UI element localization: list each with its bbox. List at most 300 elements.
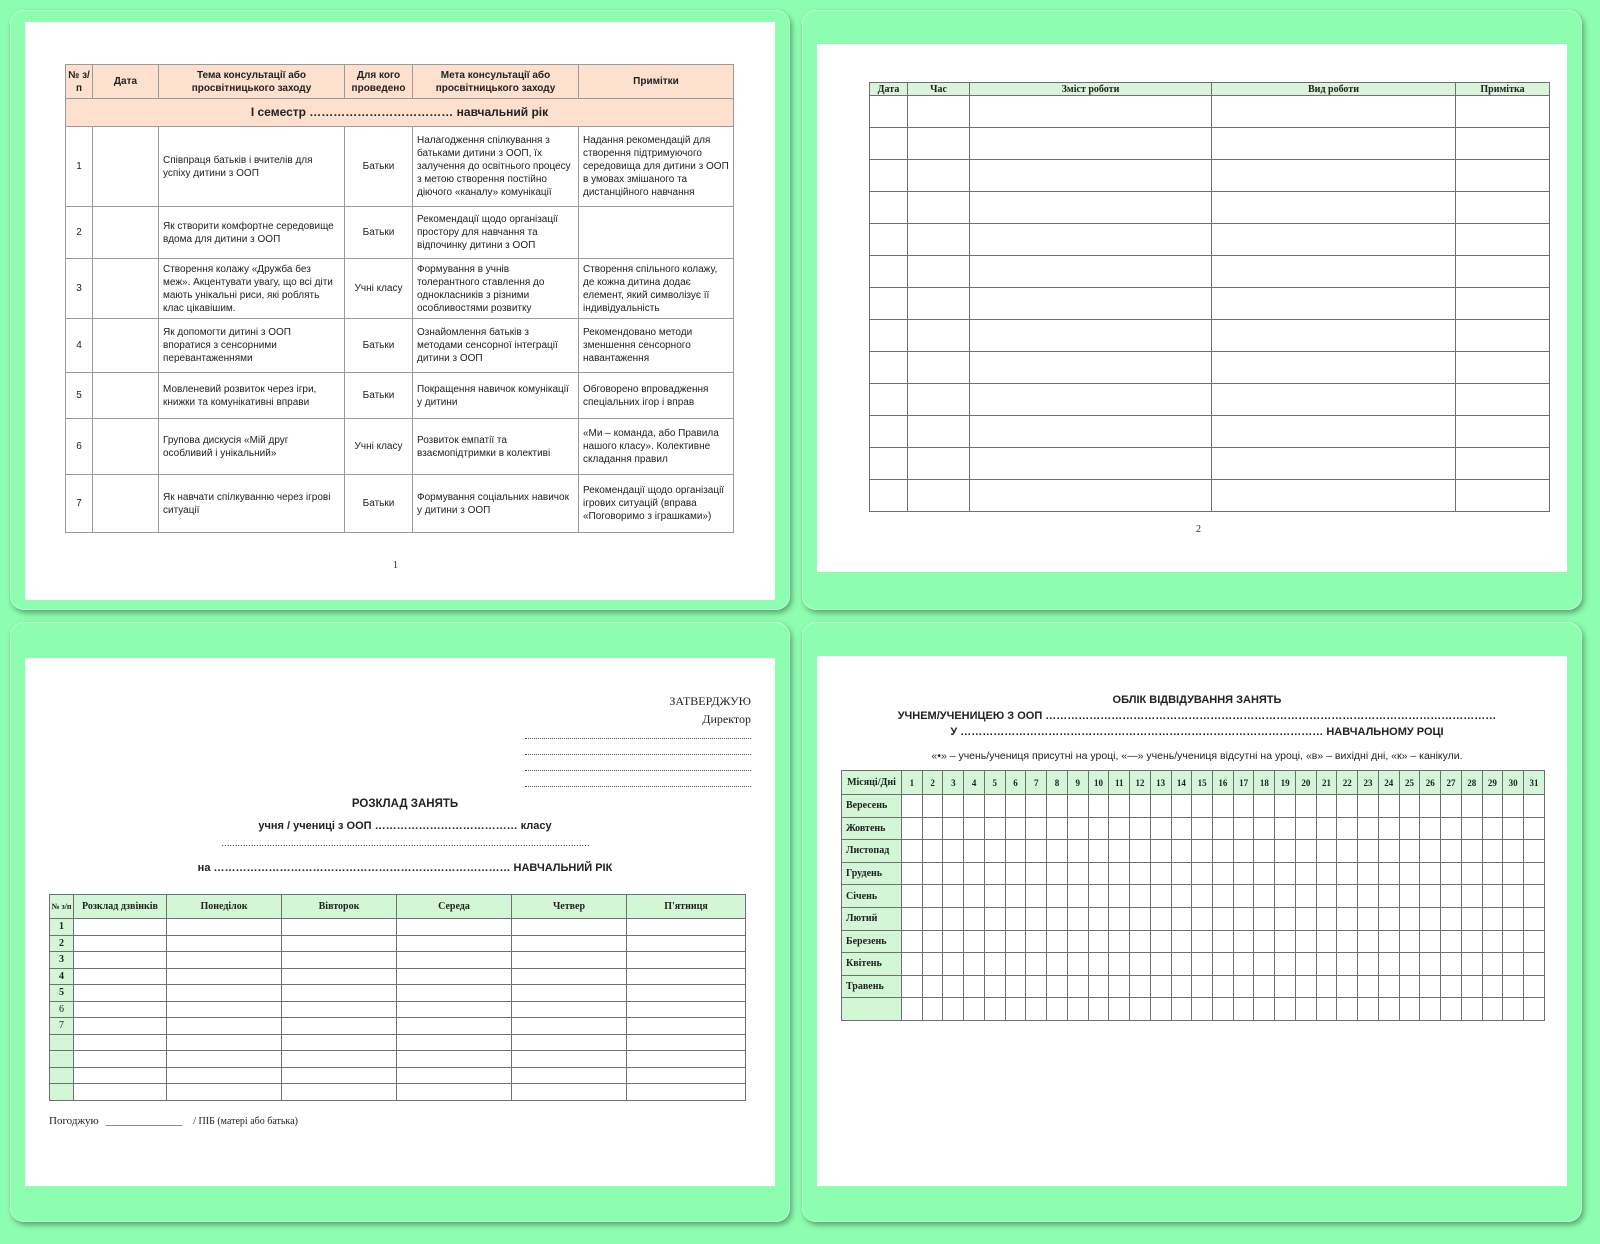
attendance-cell[interactable]	[1378, 885, 1399, 908]
work-log-cell[interactable]	[1212, 256, 1456, 288]
attendance-cell[interactable]	[1005, 840, 1026, 863]
attendance-cell[interactable]	[1358, 998, 1379, 1021]
attendance-cell[interactable]	[1150, 953, 1171, 976]
attendance-cell[interactable]	[1254, 840, 1275, 863]
attendance-cell[interactable]	[1503, 885, 1524, 908]
work-log-cell[interactable]	[1456, 192, 1550, 224]
attendance-cell[interactable]	[984, 953, 1005, 976]
schedule-cell[interactable]	[74, 1018, 167, 1035]
attendance-cell[interactable]	[1005, 907, 1026, 930]
attendance-cell[interactable]	[1399, 930, 1420, 953]
attendance-cell[interactable]	[1213, 862, 1234, 885]
schedule-cell[interactable]	[282, 1067, 397, 1084]
attendance-cell[interactable]	[1088, 907, 1109, 930]
attendance-cell[interactable]	[1109, 817, 1130, 840]
attendance-cell[interactable]	[1171, 885, 1192, 908]
attendance-cell[interactable]	[1378, 907, 1399, 930]
attendance-cell[interactable]	[1420, 953, 1441, 976]
attendance-cell[interactable]	[1295, 907, 1316, 930]
work-log-cell[interactable]	[870, 256, 908, 288]
work-log-cell[interactable]	[870, 128, 908, 160]
attendance-cell[interactable]	[1067, 975, 1088, 998]
attendance-cell[interactable]	[1337, 907, 1358, 930]
schedule-cell[interactable]	[282, 952, 397, 969]
work-log-cell[interactable]	[870, 192, 908, 224]
attendance-cell[interactable]	[1275, 840, 1296, 863]
attendance-cell[interactable]	[1461, 998, 1482, 1021]
attendance-cell[interactable]	[1295, 840, 1316, 863]
attendance-cell[interactable]	[1088, 862, 1109, 885]
attendance-cell[interactable]	[1254, 930, 1275, 953]
attendance-cell[interactable]	[964, 862, 985, 885]
work-log-cell[interactable]	[908, 320, 970, 352]
attendance-cell[interactable]	[1067, 907, 1088, 930]
attendance-cell[interactable]	[902, 907, 923, 930]
attendance-cell[interactable]	[1150, 907, 1171, 930]
schedule-cell[interactable]	[282, 1001, 397, 1018]
attendance-cell[interactable]	[943, 930, 964, 953]
attendance-cell[interactable]	[1295, 862, 1316, 885]
attendance-cell[interactable]	[1150, 975, 1171, 998]
schedule-cell[interactable]	[397, 952, 512, 969]
attendance-cell[interactable]	[1005, 975, 1026, 998]
attendance-cell[interactable]	[1337, 817, 1358, 840]
work-log-cell[interactable]	[908, 128, 970, 160]
attendance-cell[interactable]	[1233, 885, 1254, 908]
schedule-cell[interactable]	[167, 1067, 282, 1084]
attendance-cell[interactable]	[1233, 998, 1254, 1021]
attendance-cell[interactable]	[984, 998, 1005, 1021]
attendance-cell[interactable]	[1130, 862, 1151, 885]
attendance-cell[interactable]	[1067, 817, 1088, 840]
work-log-cell[interactable]	[970, 448, 1212, 480]
schedule-cell[interactable]	[282, 935, 397, 952]
attendance-cell[interactable]	[902, 862, 923, 885]
attendance-cell[interactable]	[1047, 907, 1068, 930]
work-log-cell[interactable]	[1456, 480, 1550, 512]
schedule-cell[interactable]	[167, 952, 282, 969]
attendance-cell[interactable]	[1358, 953, 1379, 976]
attendance-cell[interactable]	[1503, 795, 1524, 818]
attendance-cell[interactable]	[1047, 817, 1068, 840]
attendance-cell[interactable]	[922, 862, 943, 885]
attendance-cell[interactable]	[1316, 975, 1337, 998]
attendance-cell[interactable]	[1026, 953, 1047, 976]
schedule-cell[interactable]	[512, 952, 627, 969]
attendance-cell[interactable]	[1399, 907, 1420, 930]
attendance-cell[interactable]	[1503, 907, 1524, 930]
attendance-cell[interactable]	[1461, 817, 1482, 840]
attendance-cell[interactable]	[1047, 930, 1068, 953]
attendance-cell[interactable]	[902, 953, 923, 976]
attendance-cell[interactable]	[922, 930, 943, 953]
attendance-cell[interactable]	[1213, 953, 1234, 976]
schedule-cell[interactable]	[627, 935, 746, 952]
attendance-cell[interactable]	[1026, 840, 1047, 863]
attendance-cell[interactable]	[1254, 907, 1275, 930]
attendance-cell[interactable]	[1005, 885, 1026, 908]
attendance-cell[interactable]	[1213, 998, 1234, 1021]
work-log-cell[interactable]	[970, 288, 1212, 320]
attendance-cell[interactable]	[1420, 998, 1441, 1021]
attendance-cell[interactable]	[1337, 862, 1358, 885]
attendance-cell[interactable]	[1130, 998, 1151, 1021]
attendance-cell[interactable]	[1047, 840, 1068, 863]
attendance-cell[interactable]	[1150, 862, 1171, 885]
schedule-cell[interactable]	[167, 1084, 282, 1101]
attendance-cell[interactable]	[1441, 953, 1462, 976]
work-log-cell[interactable]	[908, 448, 970, 480]
attendance-cell[interactable]	[1254, 953, 1275, 976]
attendance-cell[interactable]	[1275, 862, 1296, 885]
attendance-cell[interactable]	[1316, 862, 1337, 885]
schedule-cell[interactable]	[512, 1051, 627, 1068]
attendance-cell[interactable]	[1213, 930, 1234, 953]
attendance-cell[interactable]	[922, 840, 943, 863]
work-log-cell[interactable]	[1456, 96, 1550, 128]
work-log-cell[interactable]	[1212, 480, 1456, 512]
attendance-cell[interactable]	[964, 998, 985, 1021]
attendance-cell[interactable]	[1213, 907, 1234, 930]
work-log-cell[interactable]	[1456, 224, 1550, 256]
attendance-cell[interactable]	[1503, 953, 1524, 976]
schedule-cell[interactable]	[397, 1067, 512, 1084]
attendance-cell[interactable]	[922, 795, 943, 818]
schedule-cell[interactable]	[74, 1051, 167, 1068]
attendance-cell[interactable]	[943, 817, 964, 840]
attendance-cell[interactable]	[1109, 930, 1130, 953]
attendance-cell[interactable]	[1088, 930, 1109, 953]
attendance-cell[interactable]	[1047, 862, 1068, 885]
attendance-cell[interactable]	[964, 975, 985, 998]
attendance-cell[interactable]	[1399, 795, 1420, 818]
attendance-cell[interactable]	[1213, 795, 1234, 818]
attendance-cell[interactable]	[1482, 840, 1503, 863]
attendance-cell[interactable]	[1067, 840, 1088, 863]
attendance-cell[interactable]	[1358, 795, 1379, 818]
work-log-cell[interactable]	[1456, 448, 1550, 480]
attendance-cell[interactable]	[1378, 998, 1399, 1021]
attendance-cell[interactable]	[1005, 817, 1026, 840]
work-log-cell[interactable]	[1212, 96, 1456, 128]
attendance-cell[interactable]	[1441, 930, 1462, 953]
attendance-cell[interactable]	[1378, 840, 1399, 863]
attendance-cell[interactable]	[1503, 930, 1524, 953]
work-log-cell[interactable]	[908, 352, 970, 384]
attendance-cell[interactable]	[1441, 862, 1462, 885]
work-log-cell[interactable]	[970, 352, 1212, 384]
attendance-cell[interactable]	[1295, 930, 1316, 953]
schedule-cell[interactable]	[167, 919, 282, 936]
attendance-cell[interactable]	[1233, 840, 1254, 863]
work-log-cell[interactable]	[1456, 128, 1550, 160]
schedule-cell[interactable]	[74, 985, 167, 1002]
attendance-cell[interactable]	[1192, 930, 1213, 953]
attendance-cell[interactable]	[1005, 862, 1026, 885]
schedule-cell[interactable]	[397, 1034, 512, 1051]
schedule-cell[interactable]	[74, 1067, 167, 1084]
attendance-cell[interactable]	[1254, 998, 1275, 1021]
attendance-cell[interactable]	[1316, 953, 1337, 976]
attendance-cell[interactable]	[1358, 975, 1379, 998]
attendance-cell[interactable]	[1130, 907, 1151, 930]
attendance-cell[interactable]	[1192, 840, 1213, 863]
work-log-cell[interactable]	[1212, 128, 1456, 160]
attendance-cell[interactable]	[1441, 840, 1462, 863]
schedule-cell[interactable]	[74, 968, 167, 985]
schedule-cell[interactable]	[627, 952, 746, 969]
attendance-cell[interactable]	[1524, 975, 1545, 998]
work-log-cell[interactable]	[870, 160, 908, 192]
attendance-cell[interactable]	[1441, 907, 1462, 930]
attendance-cell[interactable]	[902, 817, 923, 840]
attendance-cell[interactable]	[1026, 975, 1047, 998]
schedule-cell[interactable]	[512, 1084, 627, 1101]
attendance-cell[interactable]	[1420, 795, 1441, 818]
schedule-cell[interactable]	[167, 1018, 282, 1035]
work-log-cell[interactable]	[1456, 384, 1550, 416]
attendance-cell[interactable]	[1130, 885, 1151, 908]
schedule-cell[interactable]	[282, 1018, 397, 1035]
attendance-cell[interactable]	[1441, 998, 1462, 1021]
attendance-cell[interactable]	[1026, 930, 1047, 953]
attendance-cell[interactable]	[1378, 795, 1399, 818]
attendance-cell[interactable]	[1295, 817, 1316, 840]
attendance-cell[interactable]	[922, 953, 943, 976]
attendance-cell[interactable]	[1482, 817, 1503, 840]
attendance-cell[interactable]	[902, 840, 923, 863]
attendance-cell[interactable]	[1254, 885, 1275, 908]
attendance-cell[interactable]	[1337, 795, 1358, 818]
attendance-cell[interactable]	[1316, 907, 1337, 930]
attendance-cell[interactable]	[943, 795, 964, 818]
attendance-cell[interactable]	[902, 795, 923, 818]
attendance-cell[interactable]	[1130, 930, 1151, 953]
attendance-cell[interactable]	[1150, 840, 1171, 863]
attendance-cell[interactable]	[1067, 795, 1088, 818]
attendance-cell[interactable]	[1524, 998, 1545, 1021]
attendance-cell[interactable]	[1275, 885, 1296, 908]
schedule-cell[interactable]	[167, 1001, 282, 1018]
attendance-cell[interactable]	[922, 817, 943, 840]
attendance-cell[interactable]	[1482, 998, 1503, 1021]
schedule-cell[interactable]	[167, 1034, 282, 1051]
attendance-cell[interactable]	[1088, 975, 1109, 998]
attendance-cell[interactable]	[1254, 862, 1275, 885]
schedule-cell[interactable]	[627, 919, 746, 936]
work-log-cell[interactable]	[970, 224, 1212, 256]
attendance-cell[interactable]	[1233, 795, 1254, 818]
schedule-cell[interactable]	[627, 1051, 746, 1068]
schedule-cell[interactable]	[167, 985, 282, 1002]
work-log-cell[interactable]	[970, 480, 1212, 512]
attendance-cell[interactable]	[1067, 930, 1088, 953]
attendance-cell[interactable]	[1213, 975, 1234, 998]
attendance-cell[interactable]	[1192, 885, 1213, 908]
attendance-cell[interactable]	[1233, 930, 1254, 953]
attendance-cell[interactable]	[1109, 975, 1130, 998]
attendance-cell[interactable]	[1088, 953, 1109, 976]
attendance-cell[interactable]	[1503, 998, 1524, 1021]
attendance-cell[interactable]	[1233, 953, 1254, 976]
attendance-cell[interactable]	[1420, 862, 1441, 885]
attendance-cell[interactable]	[1482, 930, 1503, 953]
attendance-cell[interactable]	[1150, 885, 1171, 908]
attendance-cell[interactable]	[984, 862, 1005, 885]
attendance-cell[interactable]	[1026, 885, 1047, 908]
attendance-cell[interactable]	[1358, 840, 1379, 863]
attendance-cell[interactable]	[943, 862, 964, 885]
attendance-cell[interactable]	[1150, 817, 1171, 840]
attendance-cell[interactable]	[922, 975, 943, 998]
attendance-cell[interactable]	[1213, 840, 1234, 863]
schedule-cell[interactable]	[397, 919, 512, 936]
attendance-cell[interactable]	[1171, 840, 1192, 863]
attendance-cell[interactable]	[1482, 953, 1503, 976]
attendance-cell[interactable]	[1316, 885, 1337, 908]
work-log-cell[interactable]	[970, 96, 1212, 128]
schedule-cell[interactable]	[397, 1001, 512, 1018]
attendance-cell[interactable]	[1358, 817, 1379, 840]
attendance-cell[interactable]	[1275, 975, 1296, 998]
attendance-cell[interactable]	[943, 998, 964, 1021]
attendance-cell[interactable]	[1109, 862, 1130, 885]
schedule-cell[interactable]	[74, 952, 167, 969]
attendance-cell[interactable]	[1067, 885, 1088, 908]
attendance-cell[interactable]	[1275, 953, 1296, 976]
attendance-cell[interactable]	[1482, 885, 1503, 908]
schedule-cell[interactable]	[167, 935, 282, 952]
attendance-cell[interactable]	[1420, 840, 1441, 863]
attendance-cell[interactable]	[1503, 975, 1524, 998]
attendance-cell[interactable]	[1275, 817, 1296, 840]
work-log-cell[interactable]	[1212, 448, 1456, 480]
attendance-cell[interactable]	[1130, 817, 1151, 840]
attendance-cell[interactable]	[1524, 885, 1545, 908]
schedule-cell[interactable]	[282, 968, 397, 985]
work-log-cell[interactable]	[970, 256, 1212, 288]
schedule-cell[interactable]	[627, 1084, 746, 1101]
attendance-cell[interactable]	[1088, 795, 1109, 818]
attendance-cell[interactable]	[1088, 840, 1109, 863]
attendance-cell[interactable]	[1358, 907, 1379, 930]
schedule-cell[interactable]	[397, 1051, 512, 1068]
attendance-cell[interactable]	[1109, 885, 1130, 908]
attendance-cell[interactable]	[943, 840, 964, 863]
work-log-cell[interactable]	[1456, 288, 1550, 320]
attendance-cell[interactable]	[1047, 998, 1068, 1021]
attendance-cell[interactable]	[1399, 998, 1420, 1021]
attendance-cell[interactable]	[1192, 998, 1213, 1021]
attendance-cell[interactable]	[964, 817, 985, 840]
work-log-cell[interactable]	[908, 416, 970, 448]
attendance-cell[interactable]	[1130, 840, 1151, 863]
attendance-cell[interactable]	[1171, 998, 1192, 1021]
schedule-cell[interactable]	[397, 1018, 512, 1035]
work-log-cell[interactable]	[970, 160, 1212, 192]
work-log-cell[interactable]	[1456, 256, 1550, 288]
attendance-cell[interactable]	[1005, 998, 1026, 1021]
attendance-cell[interactable]	[1399, 953, 1420, 976]
attendance-cell[interactable]	[1275, 930, 1296, 953]
attendance-cell[interactable]	[1441, 817, 1462, 840]
attendance-cell[interactable]	[1130, 975, 1151, 998]
work-log-cell[interactable]	[908, 96, 970, 128]
schedule-cell[interactable]	[167, 968, 282, 985]
schedule-cell[interactable]	[512, 935, 627, 952]
attendance-cell[interactable]	[1503, 817, 1524, 840]
schedule-cell[interactable]	[397, 1084, 512, 1101]
attendance-cell[interactable]	[1441, 975, 1462, 998]
attendance-cell[interactable]	[1503, 840, 1524, 863]
attendance-cell[interactable]	[1150, 795, 1171, 818]
work-log-cell[interactable]	[870, 416, 908, 448]
attendance-cell[interactable]	[1295, 795, 1316, 818]
attendance-cell[interactable]	[1461, 885, 1482, 908]
attendance-cell[interactable]	[1254, 795, 1275, 818]
attendance-cell[interactable]	[1461, 795, 1482, 818]
attendance-cell[interactable]	[1316, 998, 1337, 1021]
attendance-cell[interactable]	[964, 795, 985, 818]
work-log-cell[interactable]	[970, 384, 1212, 416]
attendance-cell[interactable]	[1316, 795, 1337, 818]
attendance-cell[interactable]	[1005, 953, 1026, 976]
attendance-cell[interactable]	[1420, 817, 1441, 840]
work-log-cell[interactable]	[1212, 352, 1456, 384]
attendance-cell[interactable]	[943, 953, 964, 976]
attendance-cell[interactable]	[1420, 930, 1441, 953]
schedule-cell[interactable]	[74, 1001, 167, 1018]
attendance-cell[interactable]	[1316, 930, 1337, 953]
schedule-cell[interactable]	[512, 968, 627, 985]
attendance-cell[interactable]	[1213, 885, 1234, 908]
work-log-cell[interactable]	[970, 192, 1212, 224]
attendance-cell[interactable]	[1275, 795, 1296, 818]
schedule-cell[interactable]	[282, 1034, 397, 1051]
attendance-cell[interactable]	[902, 998, 923, 1021]
attendance-cell[interactable]	[1005, 795, 1026, 818]
attendance-cell[interactable]	[984, 795, 1005, 818]
attendance-cell[interactable]	[1441, 795, 1462, 818]
attendance-cell[interactable]	[1047, 953, 1068, 976]
attendance-cell[interactable]	[1171, 975, 1192, 998]
attendance-cell[interactable]	[1461, 840, 1482, 863]
work-log-cell[interactable]	[870, 96, 908, 128]
schedule-cell[interactable]	[282, 1051, 397, 1068]
work-log-cell[interactable]	[908, 256, 970, 288]
work-log-cell[interactable]	[908, 288, 970, 320]
schedule-cell[interactable]	[627, 1067, 746, 1084]
work-log-cell[interactable]	[1212, 384, 1456, 416]
attendance-cell[interactable]	[1378, 953, 1399, 976]
work-log-cell[interactable]	[908, 480, 970, 512]
attendance-cell[interactable]	[1482, 862, 1503, 885]
attendance-cell[interactable]	[1233, 907, 1254, 930]
attendance-cell[interactable]	[1482, 975, 1503, 998]
attendance-cell[interactable]	[1150, 998, 1171, 1021]
attendance-cell[interactable]	[1213, 817, 1234, 840]
schedule-cell[interactable]	[627, 1001, 746, 1018]
work-log-cell[interactable]	[1456, 320, 1550, 352]
attendance-cell[interactable]	[1026, 998, 1047, 1021]
attendance-cell[interactable]	[902, 930, 923, 953]
attendance-cell[interactable]	[984, 907, 1005, 930]
attendance-cell[interactable]	[1047, 885, 1068, 908]
work-log-cell[interactable]	[908, 224, 970, 256]
schedule-cell[interactable]	[282, 1084, 397, 1101]
schedule-cell[interactable]	[627, 1034, 746, 1051]
attendance-cell[interactable]	[984, 885, 1005, 908]
